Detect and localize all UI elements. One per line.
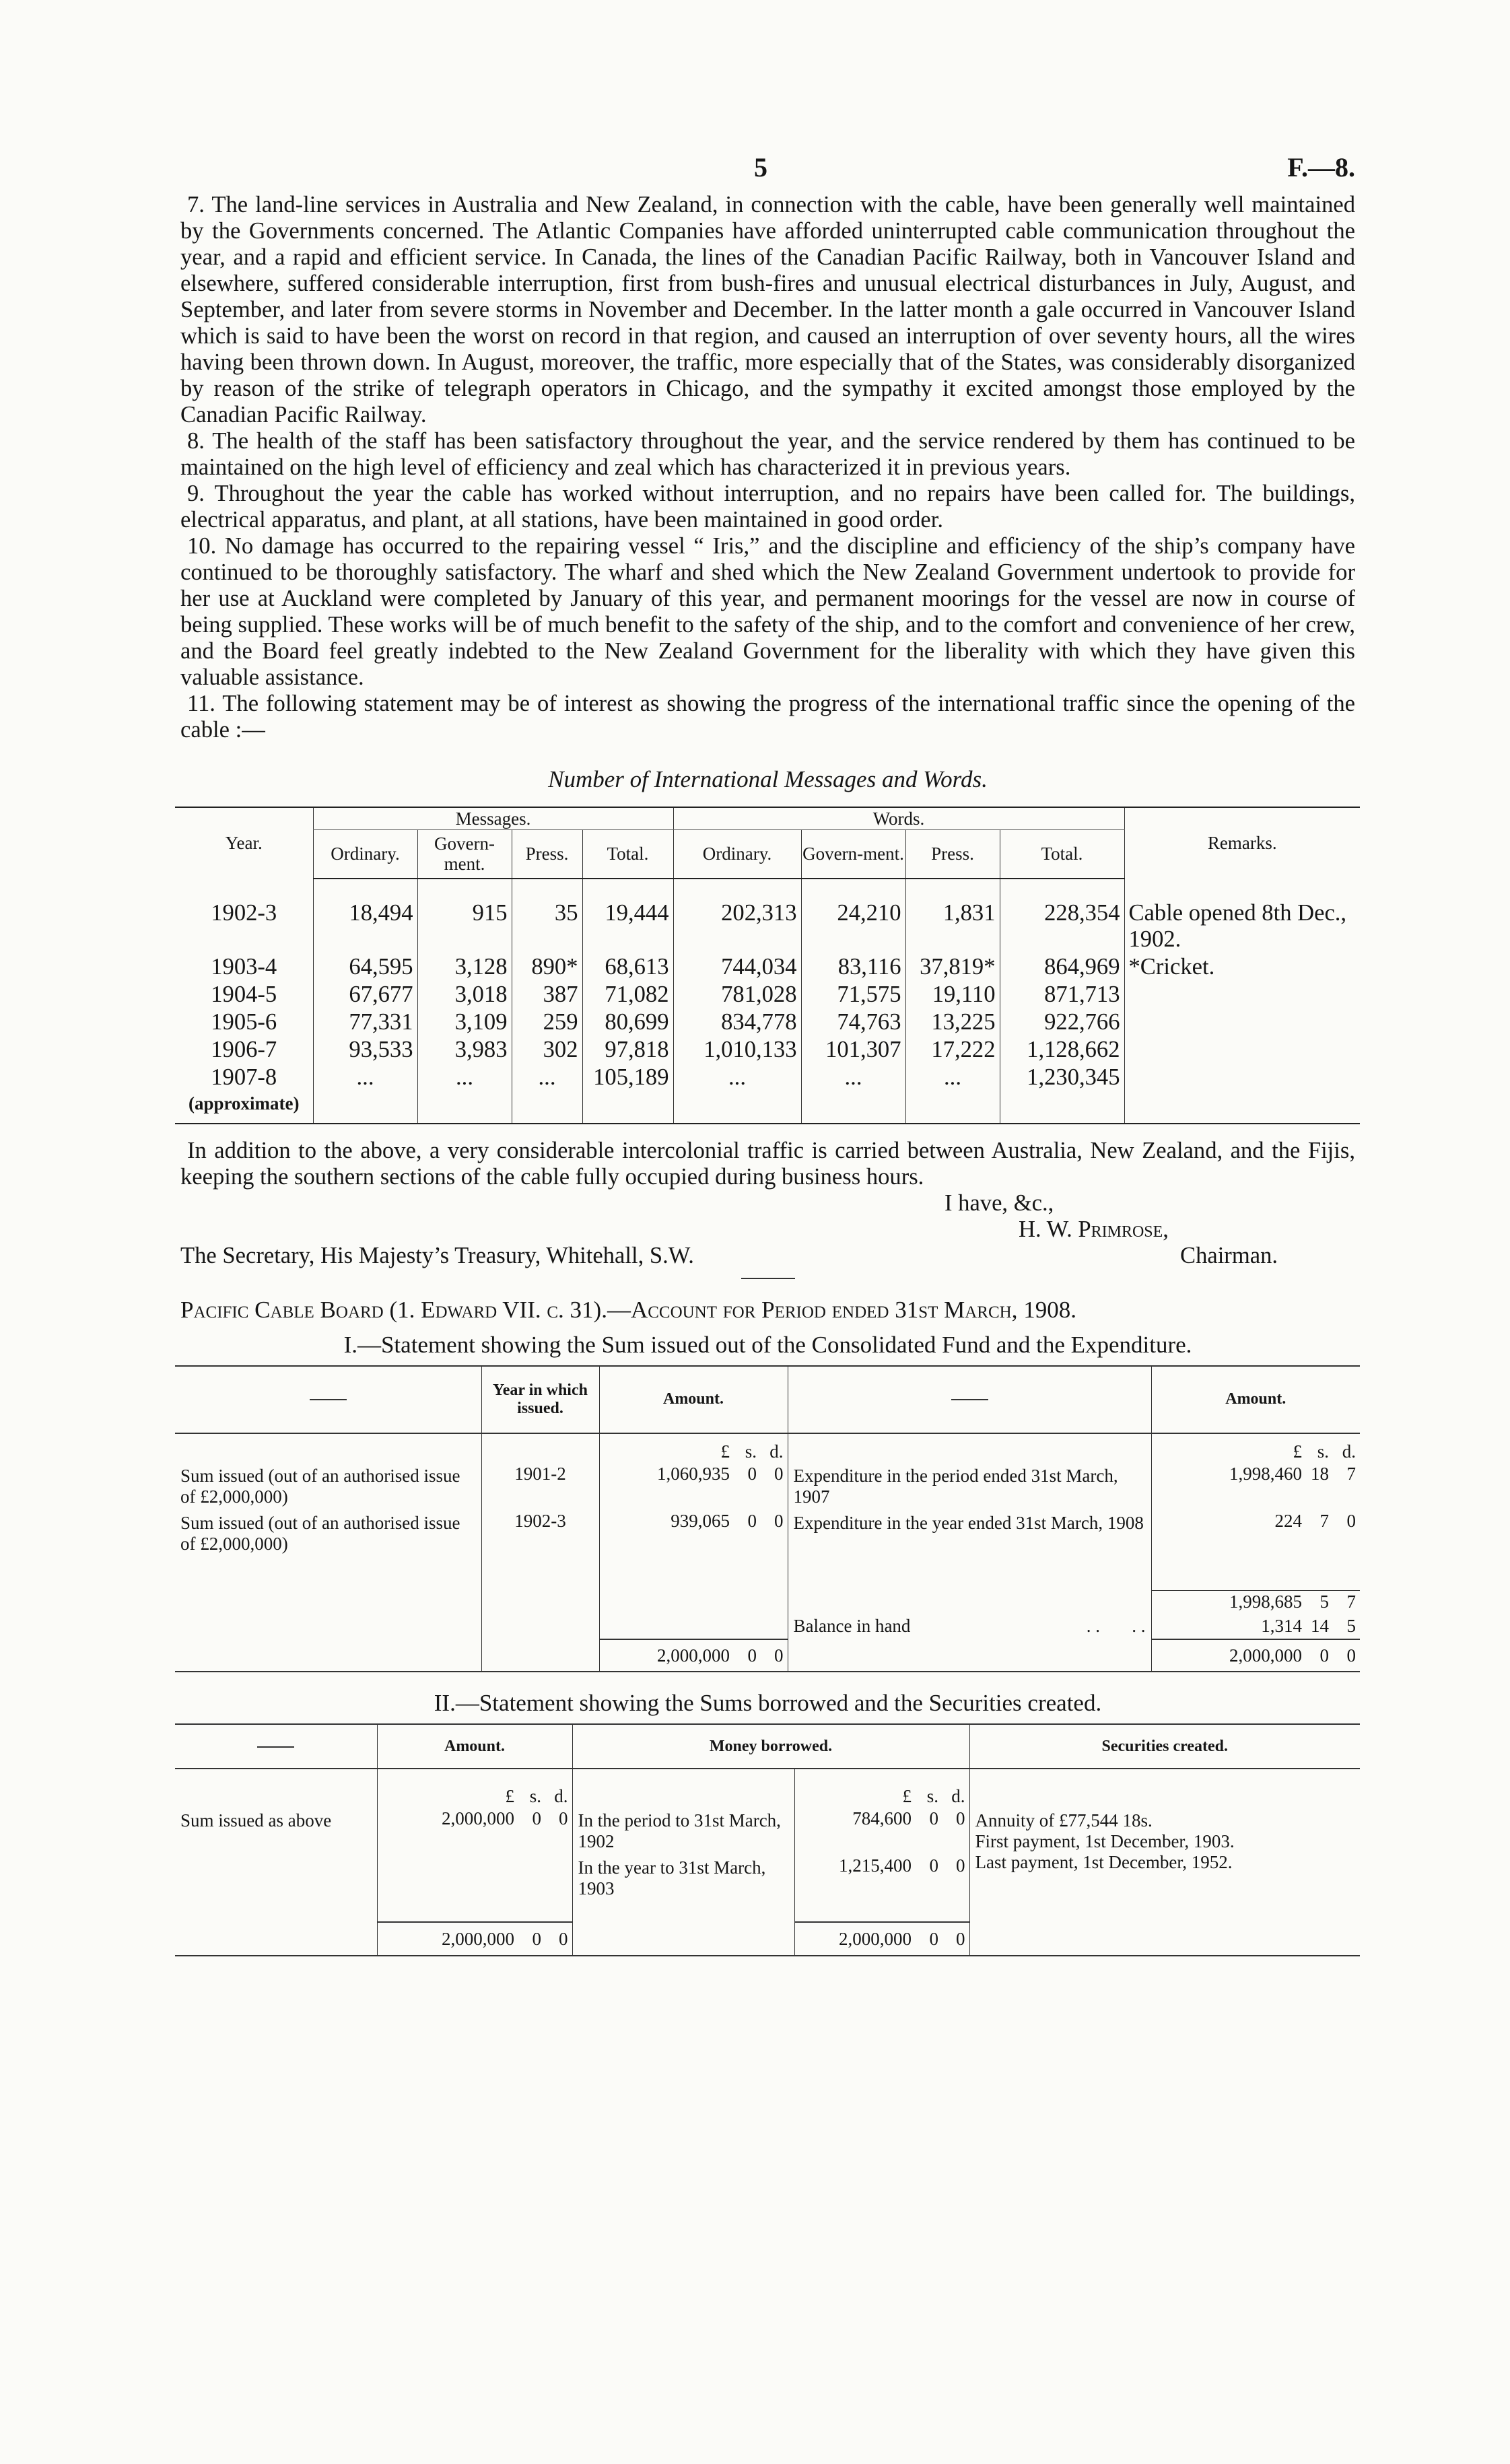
table-row bbox=[175, 1064, 1360, 1118]
cell-words-total: 871,713 bbox=[1000, 981, 1124, 1008]
s1-total-left-shillings: 0 bbox=[734, 1639, 761, 1672]
currency-shillings: s. bbox=[926, 1786, 938, 1806]
year-value: 1907-8 bbox=[211, 1064, 277, 1090]
col-msg-ordinary: Ordinary. bbox=[313, 830, 417, 879]
s2-total-amount-pounds: 2,000,000 bbox=[377, 1922, 518, 1956]
cell-msg-ordinary: 64,595 bbox=[313, 953, 417, 981]
cell-msg-government: 3,109 bbox=[417, 1008, 512, 1036]
cell-msg-total: 71,082 bbox=[582, 981, 673, 1008]
cell-words-total: 1,230,345 bbox=[1000, 1064, 1124, 1118]
cell-msg-government: ... bbox=[417, 1064, 512, 1118]
paragraph-8: 8. The health of the staff has been satisfactory throughout the year, and the service rendered by them has continued to be maintained on the high level of efficiency and zeal which has characterized it in previous years. bbox=[180, 428, 1355, 480]
cell-remarks bbox=[1124, 1008, 1360, 1036]
currency-pence: d. bbox=[951, 1786, 965, 1806]
cell-year bbox=[175, 953, 313, 981]
cell-words-government: 74,763 bbox=[801, 1008, 905, 1036]
statement-2-title: II.—Statement showing the Sums borrowed and the Securities created. bbox=[434, 1690, 1102, 1716]
approx-note: (approximate) bbox=[188, 1093, 300, 1114]
s2-total-amount-shillings: 0 bbox=[518, 1922, 545, 1956]
cell-msg-ordinary: ... bbox=[313, 1064, 417, 1118]
cell-words-government: ... bbox=[801, 1064, 905, 1118]
s1-right-desc: Expenditure in the year ended 31st March, 1908 bbox=[788, 1510, 1151, 1557]
year-value: 1905-6 bbox=[211, 1008, 277, 1035]
col-words-press: Press. bbox=[905, 830, 1000, 879]
cell-words-press: 17,222 bbox=[905, 1036, 1000, 1064]
s2-borrowed-pence: 0 bbox=[956, 1855, 965, 1876]
s1-left-year: 1902-3 bbox=[481, 1510, 599, 1557]
cell-msg-total: 80,699 bbox=[582, 1008, 673, 1036]
s1-right-shillings: 7 bbox=[1319, 1510, 1329, 1531]
traffic-table-body bbox=[175, 899, 1360, 1124]
s1-balance-shillings: 14 bbox=[1311, 1615, 1329, 1636]
cell-msg-ordinary: 77,331 bbox=[313, 1008, 417, 1036]
s1-col-year: Year in which issued. bbox=[481, 1366, 599, 1433]
cell-words-ordinary: 834,778 bbox=[673, 1008, 801, 1036]
s1-balance-label bbox=[788, 1613, 1151, 1639]
s1-left-shillings: 0 bbox=[747, 1510, 757, 1531]
s1-balance-leader: . . . . bbox=[1086, 1616, 1146, 1636]
cell-words-total: 1,128,662 bbox=[1000, 1036, 1124, 1064]
s1-balance-pounds: 1,314 bbox=[1151, 1613, 1306, 1639]
col-group-messages: Messages. bbox=[313, 807, 673, 830]
s2-total-amount-pence: 0 bbox=[545, 1922, 572, 1956]
paragraph-11: 11. The following statement may be of interest as showing the progress of the international traffic since the opening of the cable :— bbox=[180, 691, 1355, 743]
traffic-table bbox=[175, 807, 1360, 1124]
cell-words-total: 228,354 bbox=[1000, 899, 1124, 953]
s1-left-pence: 0 bbox=[774, 1463, 784, 1484]
cell-words-press: 37,819* bbox=[905, 953, 1000, 981]
s1-total-right-shillings: 0 bbox=[1306, 1639, 1333, 1672]
s2-borrowed-pounds: 1,215,400 bbox=[794, 1855, 916, 1902]
col-group-words: Words. bbox=[673, 807, 1124, 830]
s1-right-pounds: 1,998,460 bbox=[1151, 1463, 1306, 1510]
cell-words-ordinary: 744,034 bbox=[673, 953, 801, 981]
cell-words-government: 71,575 bbox=[801, 981, 905, 1008]
traffic-table-caption: Number of International Messages and Words. bbox=[548, 766, 988, 792]
cell-msg-government: 3,983 bbox=[417, 1036, 512, 1064]
currency-pence: d. bbox=[769, 1441, 784, 1462]
cell-msg-press: 35 bbox=[512, 899, 582, 953]
page-header bbox=[180, 145, 1355, 192]
cell-msg-total: 68,613 bbox=[582, 953, 673, 981]
table-row bbox=[175, 899, 1360, 953]
s2-borrowed-shillings: 0 bbox=[929, 1808, 938, 1828]
cell-year bbox=[175, 1064, 313, 1118]
s1-right-pence: 0 bbox=[1346, 1510, 1356, 1531]
cell-year bbox=[175, 1008, 313, 1036]
cell-year bbox=[175, 981, 313, 1008]
cell-msg-total: 97,818 bbox=[582, 1036, 673, 1064]
cell-words-press: 13,225 bbox=[905, 1008, 1000, 1036]
col-msg-press: Press. bbox=[512, 830, 582, 879]
s2-total-borrowed-pence: 0 bbox=[942, 1922, 969, 1956]
s1-left-shillings: 0 bbox=[747, 1463, 757, 1484]
s2-amount-shillings: 0 bbox=[532, 1808, 541, 1828]
year-value: 1904-5 bbox=[211, 981, 277, 1007]
currency-pounds: £ bbox=[1151, 1433, 1306, 1463]
cell-msg-ordinary: 18,494 bbox=[313, 899, 417, 953]
cell-msg-government: 3,018 bbox=[417, 981, 512, 1008]
s1-total-left-pounds: 2,000,000 bbox=[599, 1639, 734, 1672]
cell-msg-press: 890* bbox=[512, 953, 582, 981]
col-msg-government: Govern-ment. bbox=[417, 830, 512, 879]
col-words-total: Total. bbox=[1000, 830, 1124, 879]
statement-1-table bbox=[175, 1365, 1360, 1673]
page-number: 5 bbox=[754, 152, 767, 182]
cell-words-press: 1,831 bbox=[905, 899, 1000, 953]
s2-securities-cell bbox=[969, 1808, 1360, 1902]
s2-col-securities: Securities created. bbox=[969, 1724, 1360, 1769]
s1-left-desc: Sum issued (out of an authorised issue of £2,000,000) bbox=[180, 1512, 460, 1554]
col-words-ordinary: Ordinary. bbox=[673, 830, 801, 879]
s1-left-pounds: 939,065 bbox=[599, 1510, 734, 1557]
s1-total-right-pence: 0 bbox=[1333, 1639, 1360, 1672]
cell-msg-ordinary: 67,677 bbox=[313, 981, 417, 1008]
s2-col-amount: Amount. bbox=[377, 1724, 572, 1769]
cell-remarks: Cable opened 8th Dec., 1902. bbox=[1124, 899, 1360, 953]
cell-remarks bbox=[1124, 1036, 1360, 1064]
currency-pounds: £ bbox=[377, 1769, 518, 1808]
s1-left-year: 1901-2 bbox=[481, 1463, 599, 1510]
year-value: 1906-7 bbox=[211, 1036, 277, 1062]
cell-msg-government: 915 bbox=[417, 899, 512, 953]
table-bottom-rule bbox=[175, 1118, 1360, 1124]
s1-left-pounds: 1,060,935 bbox=[599, 1463, 734, 1510]
currency-pence: d. bbox=[554, 1786, 568, 1806]
signature-title: Chairman. bbox=[1180, 1242, 1278, 1268]
s2-security-line: First payment, 1st December, 1903. bbox=[975, 1831, 1235, 1851]
s2-row-label: Sum issued as above bbox=[180, 1810, 332, 1830]
s2-borrowed-pence: 0 bbox=[956, 1808, 965, 1828]
s2-borrowed-desc: In the year to 31st March, 1903 bbox=[572, 1855, 794, 1902]
s2-amount-pounds: 2,000,000 bbox=[377, 1808, 518, 1855]
s2-total-borrowed-shillings: 0 bbox=[916, 1922, 942, 1956]
paragraph-9: 9. Throughout the year the cable has worked without interruption, and no repairs have been called for. The buildings, electrical apparatus, and plant, at all stations, have been maintained in good order. bbox=[180, 481, 1355, 533]
cell-year bbox=[175, 1036, 313, 1064]
cell-words-press: 19,110 bbox=[905, 981, 1000, 1008]
statement-1-title: I.—Statement showing the Sum issued out of the Consolidated Fund and the Expenditure. bbox=[343, 1331, 1192, 1358]
s1-right-pence: 7 bbox=[1346, 1463, 1356, 1484]
s1-subtotal-shillings: 5 bbox=[1319, 1592, 1329, 1612]
s2-col-money-borrowed: Money borrowed. bbox=[572, 1724, 969, 1769]
cell-words-total: 864,969 bbox=[1000, 953, 1124, 981]
body-text bbox=[180, 192, 1355, 743]
account-heading: Pacific Cable Board (1. Edward VII. c. 31).—Account for Period ended 31st March, 1908. bbox=[180, 1296, 1076, 1323]
s1-total-right-pounds: 2,000,000 bbox=[1151, 1639, 1306, 1672]
closing-paragraph: In addition to the above, a very considerable intercolonial traffic is carried between Australia, New Zealand, and the Fijis, keeping the southern sections of the cable fully occupied during business hours. bbox=[180, 1137, 1355, 1190]
cell-remarks bbox=[1124, 981, 1360, 1008]
table-row bbox=[175, 1036, 1360, 1064]
paragraph-10: 10. No damage has occurred to the repairing vessel “ Iris,” and the discipline and efficiency of the ship’s company have continued to be thoroughly satisfactory. The wharf and shed which the New Zealand Government undertook to provide for her use at Auckland were completed by January of this year, and permanent moorings for the vessel are now in course of being supplied. These works will be of much benefit to the safety of the ship, and to the comfort and convenience of her crew, and the Board feel greatly indebted to the New Zealand Government for the liberality with which they have given this valuable assistance. bbox=[180, 533, 1355, 690]
section-divider bbox=[741, 1278, 795, 1279]
cell-words-ordinary: 1,010,133 bbox=[673, 1036, 801, 1064]
cell-words-government: 83,116 bbox=[801, 953, 905, 981]
s1-total-left-pence: 0 bbox=[761, 1639, 788, 1672]
cell-msg-press: 387 bbox=[512, 981, 582, 1008]
s1-col-description-right bbox=[788, 1366, 1151, 1433]
currency-pence: d. bbox=[1342, 1441, 1356, 1462]
signature-block bbox=[180, 1190, 1355, 1271]
currency-pounds: £ bbox=[599, 1433, 734, 1463]
currency-shillings: s. bbox=[745, 1441, 757, 1462]
currency-shillings: s. bbox=[1317, 1441, 1329, 1462]
s2-borrowed-desc: In the period to 31st March, 1902 bbox=[572, 1808, 794, 1855]
s1-right-shillings: 18 bbox=[1311, 1463, 1329, 1484]
cell-msg-total: 19,444 bbox=[582, 899, 673, 953]
cell-msg-press: 302 bbox=[512, 1036, 582, 1064]
year-value: 1902-3 bbox=[211, 899, 277, 926]
cell-msg-ordinary: 93,533 bbox=[313, 1036, 417, 1064]
s1-left-desc: Sum issued (out of an authorised issue of £2,000,000) bbox=[180, 1465, 460, 1507]
currency-pounds: £ bbox=[794, 1769, 916, 1808]
cell-words-ordinary: 781,028 bbox=[673, 981, 801, 1008]
s1-subtotal-pence: 7 bbox=[1346, 1592, 1356, 1612]
col-year: Year. bbox=[225, 833, 263, 854]
addressee: The Secretary, His Majesty’s Treasury, Whitehall, S.W. bbox=[180, 1242, 694, 1268]
s1-col-amount-left: Amount. bbox=[599, 1366, 788, 1433]
paragraph-7: 7. The land-line services in Australia and New Zealand, in connection with the cable, have been generally well maintained by the Governments concerned. The Atlantic Companies have afforded uninterrupted cable communication throughout the year, and a rapid and efficient service. In Canada, the lines of the Canadian Pacific Railway, both in Vancouver Island and elsewhere, suffered considerable interruption, first from bush-fires and unusual electrical disturbances in July, August, and September, and later from severe storms in November and December. In the latter month a gale occurred in Vancouver Island which is said to have been the worst on record in that region, and caused an interruption of over seventy hours, all the wires having been thrown down. In August, moreover, the traffic, more especially that of the States, was considerably disorganized by reason of the strike of telegraph operators in Chicago, and the sympathy it excited amongst those employed by the Canadian Pacific Railway. bbox=[180, 192, 1355, 427]
cell-remarks bbox=[1124, 1064, 1360, 1118]
s2-total-borrowed-pounds: 2,000,000 bbox=[794, 1922, 916, 1956]
cell-words-ordinary: 202,313 bbox=[673, 899, 801, 953]
s2-borrowed-shillings: 0 bbox=[929, 1855, 938, 1876]
s2-amount-pence: 0 bbox=[559, 1808, 568, 1828]
table-row bbox=[175, 1008, 1360, 1036]
s1-balance-pence: 5 bbox=[1346, 1615, 1356, 1636]
cell-words-total: 922,766 bbox=[1000, 1008, 1124, 1036]
cell-msg-press: 259 bbox=[512, 1008, 582, 1036]
cell-words-government: 101,307 bbox=[801, 1036, 905, 1064]
cell-words-press: ... bbox=[905, 1064, 1000, 1118]
currency-shillings: s. bbox=[529, 1786, 541, 1806]
s1-balance-text: Balance in hand bbox=[793, 1616, 911, 1636]
col-words-government: Govern-ment. bbox=[801, 830, 905, 879]
cell-words-ordinary: ... bbox=[673, 1064, 801, 1118]
cell-remarks: *Cricket. bbox=[1124, 953, 1360, 981]
page bbox=[180, 145, 1355, 1956]
cell-year bbox=[175, 899, 313, 953]
signature-name: H. W. Primrose, bbox=[1019, 1216, 1169, 1242]
cell-msg-press: ... bbox=[512, 1064, 582, 1118]
s2-borrowed-pounds: 784,600 bbox=[794, 1808, 916, 1855]
s2-security-line: Last payment, 1st December, 1952. bbox=[975, 1852, 1233, 1872]
document-reference: F.—8. bbox=[1287, 152, 1355, 182]
s2-security-line: Annuity of £77,544 18s. bbox=[975, 1810, 1153, 1830]
table-row bbox=[175, 981, 1360, 1008]
statement-2-table bbox=[175, 1723, 1360, 1956]
cell-words-government: 24,210 bbox=[801, 899, 905, 953]
cell-msg-government: 3,128 bbox=[417, 953, 512, 981]
s1-right-desc: Expenditure in the period ended 31st March, 1907 bbox=[788, 1463, 1151, 1510]
s1-left-pence: 0 bbox=[774, 1510, 784, 1531]
s1-right-pounds: 224 bbox=[1151, 1510, 1306, 1557]
cell-msg-total: 105,189 bbox=[582, 1064, 673, 1118]
s1-col-amount-right: Amount. bbox=[1151, 1366, 1360, 1433]
s1-subtotal-pounds: 1,998,685 bbox=[1151, 1591, 1306, 1614]
signature-greeting: I have, &c., bbox=[945, 1190, 1054, 1216]
s1-col-description-left bbox=[175, 1366, 481, 1433]
year-value: 1903-4 bbox=[211, 953, 277, 980]
s2-col-description bbox=[175, 1724, 377, 1769]
col-remarks: Remarks. bbox=[1124, 807, 1360, 879]
table-row bbox=[175, 953, 1360, 981]
col-msg-total: Total. bbox=[582, 830, 673, 879]
